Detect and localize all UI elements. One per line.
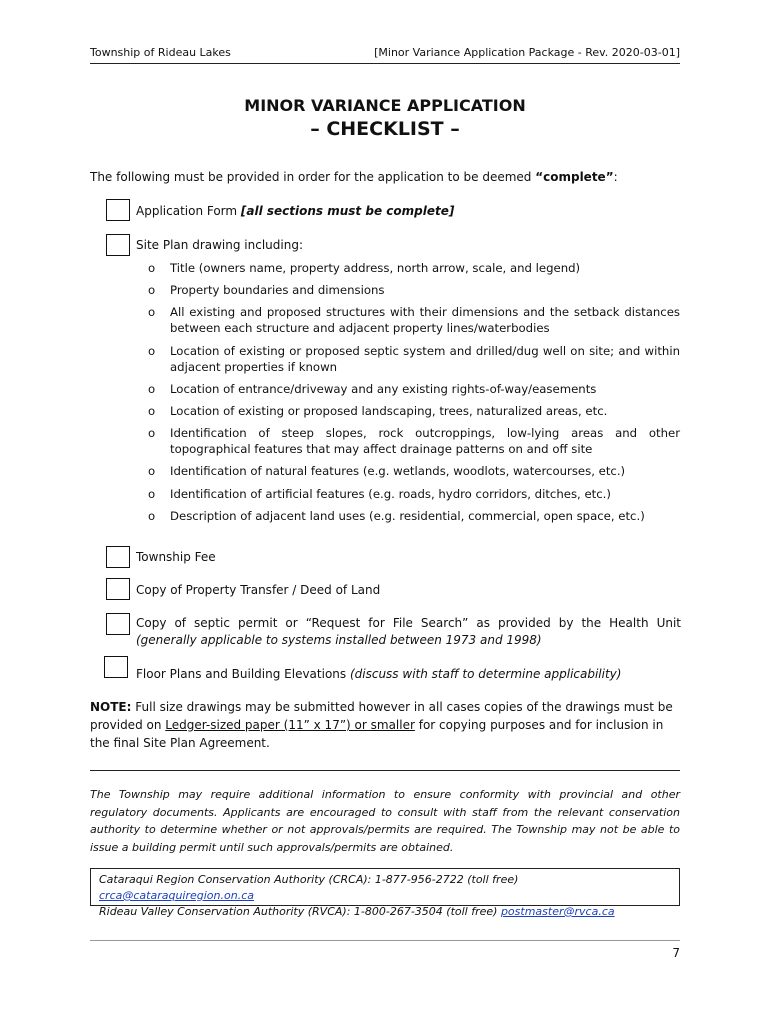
- list-item: o Title (owners name, property address, north arrow, scale, and legend): [148, 261, 581, 275]
- header-right: [Minor Variance Application Package - Rev. 2020-03-01]: [374, 46, 680, 59]
- note-label: NOTE:: [90, 700, 132, 714]
- page-header: [90, 46, 680, 64]
- list-item: o Location of existing or proposed septic system and drilled/dug well on site; and within adjacent properties if known: [148, 343, 680, 374]
- rvca-email-link[interactable]: postmaster@rvca.ca: [500, 905, 615, 918]
- item-floor-plans: Floor Plans and Building Elevations (discuss with staff to determine applicability): [136, 667, 622, 681]
- note-paragraph: NOTE: Full size drawings may be submitted however in all cases copies of the drawings must be provided on Ledger-sized paper (11” x 17”) or smaller for copying purposes and for inclusion in the final Site Plan Agreement.: [90, 700, 673, 750]
- item-application-form: Application Form [all sections must be complete]: [136, 204, 455, 218]
- page-subtitle: – CHECKLIST –: [310, 118, 460, 140]
- list-item: o Location of entrance/driveway and any existing rights-of-way/easements: [148, 381, 597, 396]
- contact-crca: Cataraqui Region Conservation Authority (CRCA): 1-877-956-2722 (toll free) crca@cataraquiregion.on.ca: [99, 873, 519, 902]
- header-left: Township of Rideau Lakes: [90, 46, 231, 59]
- checkbox-deed[interactable]: [106, 578, 130, 600]
- checkbox-floor-plans[interactable]: [104, 656, 128, 678]
- page-title: MINOR VARIANCE APPLICATION: [244, 96, 526, 115]
- list-item: o Identification of artificial features (e.g. roads, hydro corridors, ditches, etc.): [148, 486, 611, 501]
- list-item: o Identification of steep slopes, rock outcroppings, low-lying areas and other topographical features that may affect drainage patterns on and off site: [148, 426, 680, 457]
- item-site-plan: Site Plan drawing including:: [136, 238, 303, 252]
- checkbox-site-plan[interactable]: [106, 234, 130, 256]
- page-number: 7: [672, 946, 680, 960]
- contact-box: [90, 868, 680, 918]
- list-item: o Identification of natural features (e.g. wetlands, woodlots, watercourses, etc.): [148, 464, 626, 479]
- intro-text: The following must be provided in order for the application to be deemed “complete”:: [90, 170, 618, 184]
- item-septic-permit: Copy of septic permit or “Request for File Search” as provided by the Health Unit (generally applicable to systems installed between 1973 and 1998): [136, 616, 681, 647]
- intro-bold: “complete”: [535, 170, 614, 184]
- site-plan-bullet-list: [148, 260, 680, 530]
- item-deed: Copy of Property Transfer / Deed of Land: [136, 583, 381, 597]
- checkbox-septic-permit[interactable]: [106, 613, 130, 635]
- disclaimer-text: The Township may require additional information to ensure conformity with provincial and other regulatory documents. Applicants are encouraged to consult with staff from the relevant conservation authority to determine whether or not approvals/permits are required. The Township may not be able to issue a building permit until such approvals/permits are obtained.: [90, 788, 680, 854]
- list-item: o Property boundaries and dimensions: [148, 283, 385, 298]
- item-township-fee: Township Fee: [136, 550, 216, 564]
- divider: [90, 770, 680, 771]
- checkbox-application-form[interactable]: [106, 199, 130, 221]
- footer-divider: [90, 940, 680, 941]
- list-item: o Location of existing or proposed landscaping, trees, naturalized areas, etc.: [148, 403, 608, 418]
- list-item: o Description of adjacent land uses (e.g. residential, commercial, open space, etc.): [148, 508, 645, 523]
- crca-email-link[interactable]: crca@cataraquiregion.on.ca: [99, 889, 254, 902]
- checkbox-township-fee[interactable]: [106, 546, 130, 568]
- list-item: o All existing and proposed structures with their dimensions and the setback distances between each structure and adjacent property lines/waterbodies: [148, 305, 680, 336]
- contact-rvca: Rideau Valley Conservation Authority (RVCA): 1-800-267-3504 (toll free) postmaster@rvca.ca: [99, 905, 615, 918]
